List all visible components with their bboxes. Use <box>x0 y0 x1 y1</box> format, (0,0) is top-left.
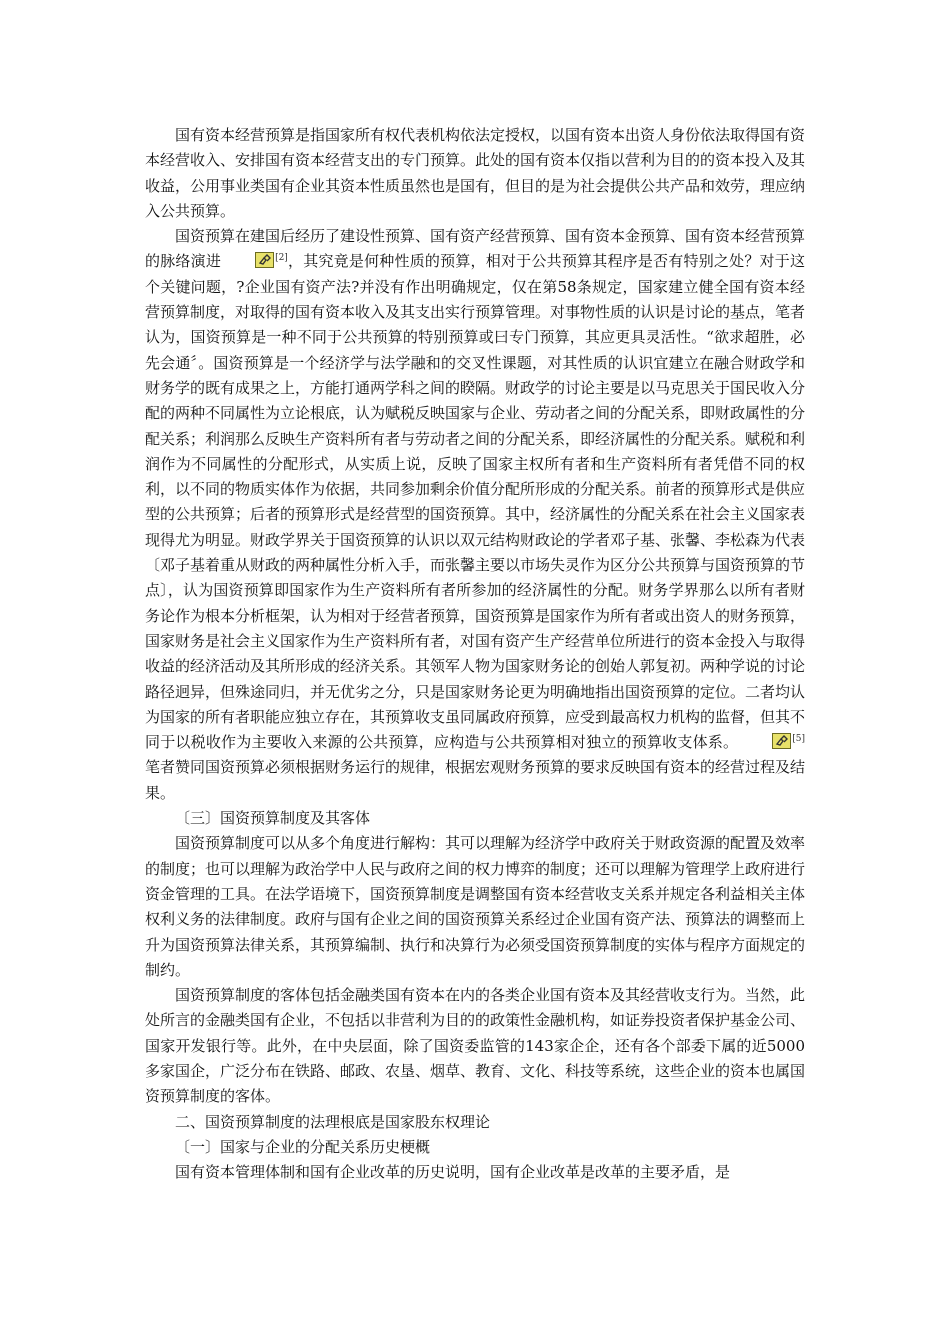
citation-2[interactable] <box>221 249 288 274</box>
link-chain-icon <box>255 252 274 268</box>
citation-2-number: [2] <box>275 253 288 264</box>
paragraph-2-text-a: 国资预算在建国后经历了建设性预算、国有资产经营预算、国有资本金预算、国有资本经营预算的脉络演进 <box>145 227 806 271</box>
paragraph-4: 国资预算制度可以从多个角度进行解构：其可以理解为经济学中政府关于财政资源的配置及效率的制度；也可以理解为政治学中人民与政府之间的权力博弈的制度；还可以理解为管理学上政府进行资金管理的工具。在法学语境下，国资预算制度是调整国有资本经营收支关系并规定各利益相关主体权利义务的法律制度。政府与国有企业之间的国资预算关系经过企业国有资产法、预算法的调整而上升为国资预算法律关系，其预算编制、执行和决算行为必须受国资预算制度的实体与程序方面规定的制约。 <box>145 834 806 979</box>
paragraph-1: 国有资本经营预算是指国家所有权代表机构依法定授权，以国有资本出资人身份依法取得国有资本经营收入、安排国有资本经营支出的专门预算。此处的国有资本仅指以营利为目的的资本投入及其收益，公用事业类国有企业其资本性质虽然也是国有，但目的是为社会提供公共产品和效劳，理应纳入公共预算。 <box>145 126 806 220</box>
link-chain-icon <box>772 733 791 749</box>
section-heading-two: 二、国资预算制度的法理根底是国家股东权理论 <box>175 1112 491 1131</box>
citation-5-number: [5] <box>792 734 805 745</box>
paragraph-2-text-b: ，其究竟是何种性质的预算，相对于公共预算其程序是否有特别之处？对于这个关键问题，?企业国有资产法?并没有作出明确规定，仅在第58条规定，国家建立健全国有资本经营预算制度，对取得的国有资本收入及其支出实行预算管理。对事物性质的认识是讨论的基点，笔者认为，国资预算是一种不同于公共预算的特别预算或曰专门预算，其应更具灵活性。“欲求超胜，必先会通〞。国资预算是一个经济学与法学融和的交叉性课题，对其性质的认识宜建立在融合财政学和财务学的既有成果之上，方能打通两学科之间的睽隔。财政学的讨论主要是以马克思关于国民收入分配的两种不同属性为立论根底，认为赋税反映国家与企业、劳动者之间的分配关系，即财政属性的分配关系；利润那么反映生产资料所有者与劳动者之间的分配关系，即经济属性的分配关系。赋税和利润作为不同属性的分配形式，从实质上说，反映了国家主权所有者和生产资料所有者凭借不同的权利，以不同的物质实体作为依据，共同参加剩余价值分配所形成的分配关系。前者的预算形式是供应型的公共预算；后者的预算形式是经营型的国资预算。其中，经济属性的分配关系在社会主义国家表现得尤为明显。财政学界关于国资预算的认识以双元结构财政论的学者邓子基、张馨、李松森为代表〔邓子基着重从财政的两种属性分析入手，而张馨主要以市场失灵作为区分公共预算与国资预算的节点〕，认为国资预算即国家作为生产资料所有者所参加的经济属性的分配。财务学界那么以所有者财务论作为根本分析框架，认为相对于经营者预算，国资预算是国家作为所有者或出资人的财务预算，国家财务是社会主义国家作为生产资料所有者，对国有资产生产经营单位所进行的资本金投入与取得收益的经济活动及其所形成的经济关系。其领军人物为国家财务论的创始人郭复初。两种学说的讨论路径迥异，但殊途同归，并无优劣之分，只是国家财务论更为明确地指出国资预算的定位。二者均认为国家的所有者职能应独立存在，其预算收支虽同属政府预算，应受到最高权力机构的监督，但其不同于以税收作为主要收入来源的公共预算，应构造与公共预算相对独立的预算收支体系。 <box>145 252 806 752</box>
section-heading-3: 〔三〕国资预算制度及其客体 <box>175 809 371 828</box>
section-heading-one: 〔一〕国家与企业的分配关系历史梗概 <box>175 1137 431 1156</box>
document-body <box>145 123 805 1185</box>
paragraph-8: 国有资本管理体制和国有企业改革的历史说明，国有企业改革是改革的主要矛盾，是 <box>175 1163 731 1182</box>
citation-5[interactable] <box>738 730 805 755</box>
paragraph-2 <box>145 224 805 806</box>
paragraph-5: 国资预算制度的客体包括金融类国有资本在内的各类企业国有资本及其经营收支行为。当然，此处所言的金融类国有企业，不包括以非营利为目的的政策性金融机构，如证券投资者保护基金公司、国家开发银行等。此外，在中央层面，除了国资委监管的143家企企，还有各个部委下属的近5000多家国企，广泛分布在铁路、邮政、农垦、烟草、教育、文化、科技等系统，这些企业的资本也属国资预算制度的客体。 <box>145 986 806 1106</box>
paragraph-2-text-c: 笔者赞同国资预算必须根据财务运行的规律，根据宏观财务预算的要求反映国有资本的经营过程及结果。 <box>145 758 806 802</box>
